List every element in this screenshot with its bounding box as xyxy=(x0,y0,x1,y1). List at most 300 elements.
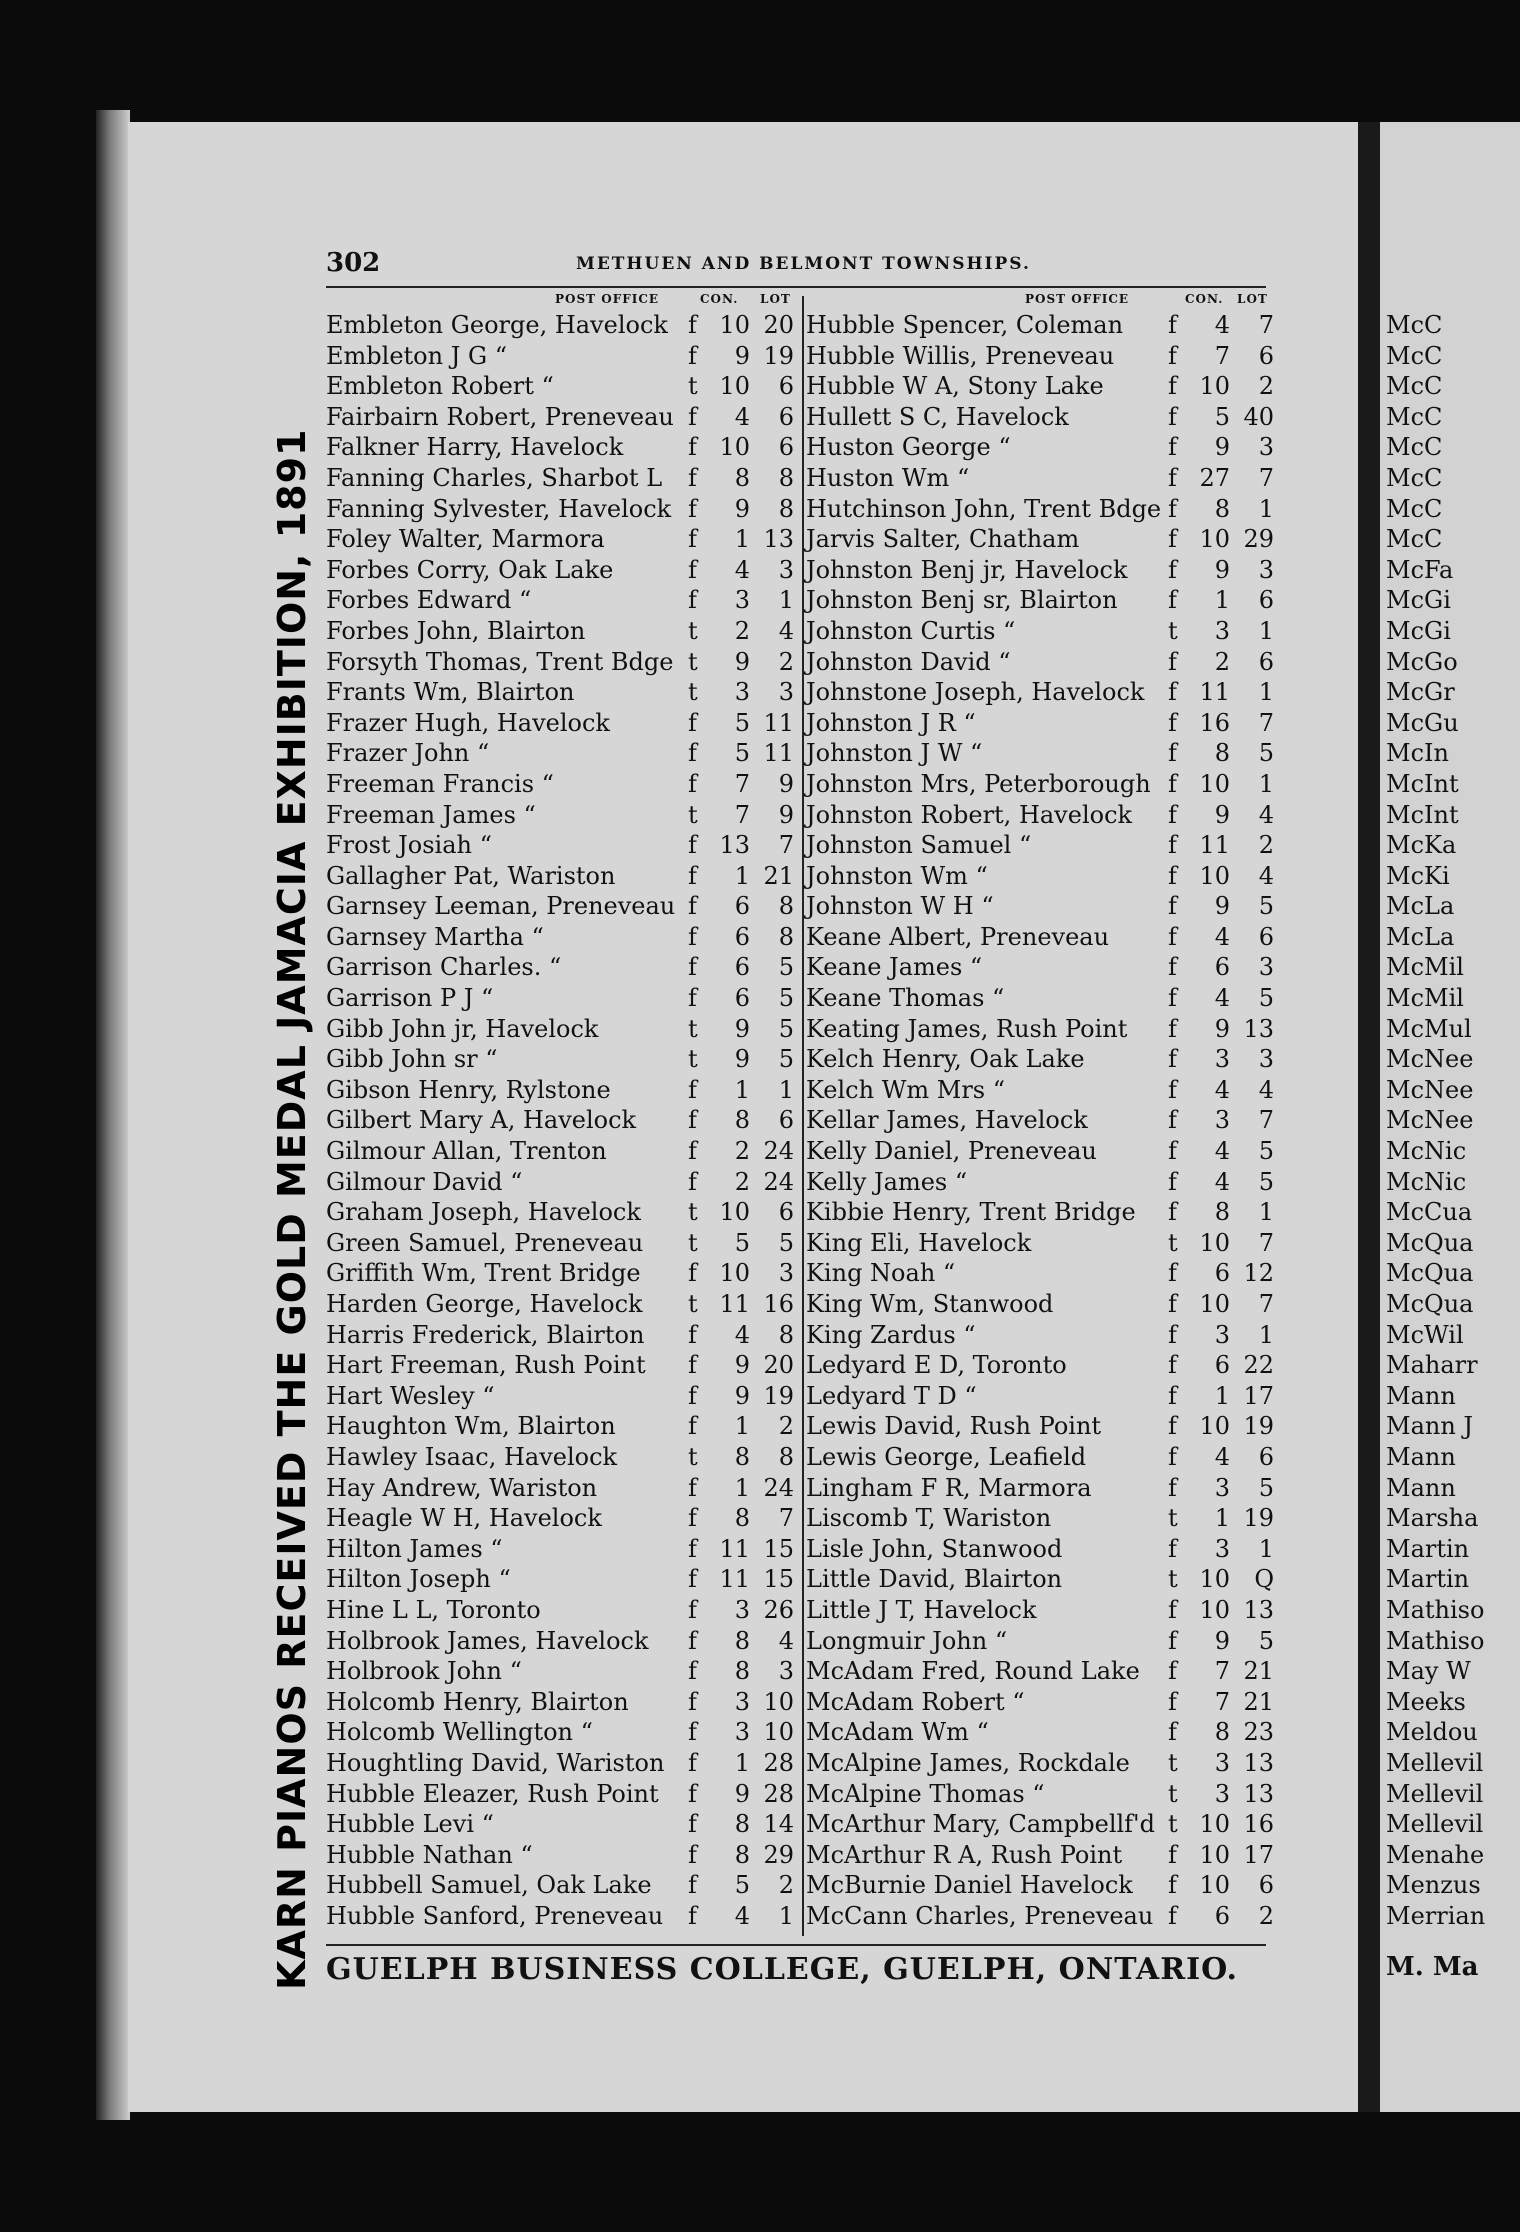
entry-lot: 6 xyxy=(1258,341,1274,370)
entry-tenure: f xyxy=(1168,1412,1177,1441)
entry-lot: 28 xyxy=(763,1779,794,1808)
directory-entry xyxy=(326,1809,796,1840)
entry-tenure: t xyxy=(688,616,698,645)
entry-name: Johnston David “ xyxy=(806,647,1011,676)
entry-name: Hart Freeman, Rush Point xyxy=(326,1351,646,1380)
entry-con: 6 xyxy=(734,922,750,951)
entry-con: 8 xyxy=(734,1840,750,1869)
entry-tenure: f xyxy=(688,1840,697,1869)
entry-name: King Noah “ xyxy=(806,1259,956,1288)
entry-con: 3 xyxy=(1214,616,1230,645)
entry-name: McBurnie Daniel Havelock xyxy=(806,1871,1133,1900)
entry-name: Hubble Willis, Preneveau xyxy=(806,341,1115,370)
directory-entry xyxy=(326,1258,796,1289)
entry-lot: 6 xyxy=(778,402,794,431)
entry-tenure: f xyxy=(1168,1137,1177,1166)
directory-entry xyxy=(326,432,796,463)
entry-lot: 4 xyxy=(1258,800,1274,829)
entry-tenure: f xyxy=(1168,1381,1177,1410)
entry-tenure: f xyxy=(1168,1657,1177,1686)
entry-lot: 7 xyxy=(1258,311,1274,339)
page-gutter xyxy=(1358,122,1380,2112)
directory-entry xyxy=(326,1473,796,1504)
entry-con: 5 xyxy=(734,739,750,768)
entry-name: Holcomb Henry, Blairton xyxy=(326,1687,629,1716)
entry-name: Harris Frederick, Blairton xyxy=(326,1320,645,1349)
entry-name: Ledyard T D “ xyxy=(806,1381,977,1410)
entry-name: McAdam Fred, Round Lake xyxy=(806,1657,1140,1686)
entry-con: 8 xyxy=(734,1657,750,1686)
entry-lot: 10 xyxy=(763,1718,794,1747)
entry-name: Kelly James “ xyxy=(806,1167,968,1196)
entry-con: 4 xyxy=(1214,984,1230,1013)
entry-lot: 4 xyxy=(1258,1075,1274,1104)
entry-name: Hilton James “ xyxy=(326,1534,503,1563)
adjacent-page-line: Mann xyxy=(1386,1473,1456,1502)
entry-name: Johnston W H “ xyxy=(806,892,994,921)
entry-name: Keane Thomas “ xyxy=(806,984,1005,1013)
entry-tenure: t xyxy=(1168,1779,1178,1808)
entry-tenure: f xyxy=(1168,1595,1177,1624)
entry-tenure: f xyxy=(1168,402,1177,431)
entry-tenure: f xyxy=(1168,341,1177,370)
entry-name: Frazer John “ xyxy=(326,739,490,768)
entry-name: Garnsey Martha “ xyxy=(326,922,544,951)
entry-con: 4 xyxy=(1214,1167,1230,1196)
entry-lot: 6 xyxy=(778,372,794,401)
adjacent-page-line: Mann xyxy=(1386,1381,1456,1410)
entry-con: 2 xyxy=(734,1167,750,1196)
adjacent-page-line: McNic xyxy=(1386,1167,1467,1196)
entry-name: King Wm, Stanwood xyxy=(806,1290,1054,1318)
entry-con: 8 xyxy=(734,463,750,492)
directory-entry xyxy=(806,463,1276,494)
directory-entry xyxy=(326,402,796,433)
entry-con: 4 xyxy=(734,1320,750,1349)
entry-lot: 4 xyxy=(778,616,794,645)
entry-con: 7 xyxy=(1214,1657,1230,1686)
entry-name: Little David, Blairton xyxy=(806,1565,1063,1594)
entry-tenure: f xyxy=(1168,1534,1177,1563)
entry-con: 1 xyxy=(734,525,750,554)
entry-con: 10 xyxy=(719,1198,750,1227)
directory-entry xyxy=(806,1105,1276,1136)
entry-name: Jarvis Salter, Chatham xyxy=(806,525,1080,554)
entry-lot: 20 xyxy=(763,1351,794,1380)
entry-name: McCann Charles, Preneveau xyxy=(806,1901,1154,1930)
directory-entry xyxy=(806,1442,1276,1473)
entry-lot: 29 xyxy=(1243,525,1274,554)
entry-lot: 6 xyxy=(1258,647,1274,676)
entry-tenure: t xyxy=(688,678,698,707)
adjacent-page-line: McKi xyxy=(1386,861,1450,890)
directory-entry xyxy=(326,1870,796,1901)
directory-entry xyxy=(326,677,796,708)
entry-lot: 11 xyxy=(763,708,794,737)
entry-con: 9 xyxy=(734,1779,750,1808)
entry-tenure: f xyxy=(688,311,697,339)
entry-con: 1 xyxy=(734,1473,750,1502)
entry-lot: 1 xyxy=(778,1075,794,1104)
entry-name: Fairbairn Robert, Preneveau xyxy=(326,402,674,431)
entry-lot: 2 xyxy=(1258,831,1274,860)
adjacent-page-line: McC xyxy=(1386,494,1443,523)
entry-lot: 1 xyxy=(1258,494,1274,523)
adjacent-page-line: McLa xyxy=(1386,922,1455,951)
directory-entry xyxy=(326,1626,796,1657)
directory-entry xyxy=(326,1075,796,1106)
directory-entry xyxy=(806,677,1276,708)
entry-name: Kellar James, Havelock xyxy=(806,1106,1088,1135)
entry-name: Kibbie Henry, Trent Bridge xyxy=(806,1198,1136,1227)
entry-name: McAdam Wm “ xyxy=(806,1718,989,1747)
entry-tenure: f xyxy=(1168,1198,1177,1227)
directory-entry xyxy=(326,1779,796,1810)
entry-name: Falkner Harry, Havelock xyxy=(326,433,624,462)
directory-entry xyxy=(326,983,796,1014)
entry-con: 5 xyxy=(734,708,750,737)
entry-con: 9 xyxy=(734,494,750,523)
entry-tenure: f xyxy=(688,1259,697,1288)
adjacent-page-line: McGu xyxy=(1386,708,1459,737)
entry-con: 3 xyxy=(734,1718,750,1747)
entry-name: Johnston Wm “ xyxy=(806,861,988,890)
directory-entry xyxy=(326,616,796,647)
entry-lot: 4 xyxy=(778,1626,794,1655)
directory-entry xyxy=(326,830,796,861)
entry-name: Lewis David, Rush Point xyxy=(806,1412,1102,1441)
entry-lot: 2 xyxy=(778,647,794,676)
entry-tenure: f xyxy=(1168,647,1177,676)
entry-name: Hart Wesley “ xyxy=(326,1381,495,1410)
entry-con: 6 xyxy=(734,892,750,921)
entry-con: 4 xyxy=(734,402,750,431)
left-column xyxy=(326,310,796,1931)
entry-name: Gilmour Allan, Trenton xyxy=(326,1137,607,1166)
directory-entry xyxy=(806,1779,1276,1810)
entry-con: 10 xyxy=(1199,1810,1230,1839)
entry-con: 6 xyxy=(1214,1259,1230,1288)
entry-lot: 5 xyxy=(778,1014,794,1043)
entry-tenure: f xyxy=(688,953,697,982)
entry-lot: 21 xyxy=(1243,1687,1274,1716)
entry-tenure: f xyxy=(688,1718,697,1747)
entry-name: Johnston J W “ xyxy=(806,739,983,768)
entry-tenure: f xyxy=(688,892,697,921)
adjacent-page-line: McGi xyxy=(1386,586,1451,615)
entry-tenure: f xyxy=(688,922,697,951)
entry-name: Forbes John, Blairton xyxy=(326,616,586,645)
entry-con: 10 xyxy=(719,311,750,339)
entry-con: 10 xyxy=(1199,1290,1230,1318)
entry-name: Lingham F R, Marmora xyxy=(806,1473,1092,1502)
directory-entry xyxy=(806,891,1276,922)
entry-lot: 13 xyxy=(1243,1014,1274,1043)
entry-tenure: f xyxy=(688,769,697,798)
entry-lot: Q xyxy=(1254,1565,1274,1594)
entry-lot: 5 xyxy=(1258,1473,1274,1502)
directory-entry xyxy=(326,494,796,525)
directory-entry xyxy=(806,952,1276,983)
adjacent-page-line: McGr xyxy=(1386,678,1455,707)
directory-entry xyxy=(806,1564,1276,1595)
directory-entry xyxy=(806,1870,1276,1901)
directory-entry xyxy=(326,738,796,769)
entry-tenure: f xyxy=(1168,708,1177,737)
entry-lot: 6 xyxy=(778,1106,794,1135)
entry-con: 10 xyxy=(1199,525,1230,554)
entry-tenure: f xyxy=(1168,1014,1177,1043)
entry-tenure: f xyxy=(688,1871,697,1900)
adjacent-page-line: Maharr xyxy=(1386,1351,1478,1380)
adjacent-page-line: McMil xyxy=(1386,984,1464,1013)
adjacent-page-line: Mathiso xyxy=(1386,1595,1485,1624)
entry-name: Johnston Robert, Havelock xyxy=(806,800,1133,829)
entry-lot: 24 xyxy=(763,1473,794,1502)
entry-lot: 12 xyxy=(1243,1259,1274,1288)
entry-lot: 17 xyxy=(1243,1840,1274,1869)
directory-entry xyxy=(806,1534,1276,1565)
entry-tenure: f xyxy=(1168,861,1177,890)
entry-tenure: f xyxy=(1168,800,1177,829)
entry-name: Johnston Benj jr, Havelock xyxy=(806,555,1128,584)
entry-tenure: f xyxy=(1168,494,1177,523)
entry-con: 1 xyxy=(734,1748,750,1777)
entry-name: Freeman Francis “ xyxy=(326,769,554,798)
entry-lot: 16 xyxy=(1243,1810,1274,1839)
entry-con: 6 xyxy=(1214,1351,1230,1380)
directory-entry xyxy=(806,1014,1276,1045)
entry-lot: 13 xyxy=(1243,1595,1274,1624)
directory-entry xyxy=(806,1656,1276,1687)
entry-lot: 1 xyxy=(1258,769,1274,798)
entry-con: 11 xyxy=(1199,678,1230,707)
directory-entry xyxy=(806,738,1276,769)
directory-entry xyxy=(806,371,1276,402)
entry-lot: 13 xyxy=(1243,1748,1274,1777)
entry-lot: 5 xyxy=(1258,1167,1274,1196)
adjacent-page-line: McKa xyxy=(1386,831,1457,860)
entry-lot: 19 xyxy=(763,1381,794,1410)
entry-lot: 1 xyxy=(778,1901,794,1930)
entry-lot: 7 xyxy=(1258,1290,1274,1318)
book-spine xyxy=(96,110,130,2120)
entry-lot: 2 xyxy=(778,1412,794,1441)
entry-tenure: f xyxy=(688,1351,697,1380)
directory-entry xyxy=(806,1809,1276,1840)
adjacent-page-line: McC xyxy=(1386,463,1443,492)
entry-con: 10 xyxy=(719,372,750,401)
entry-lot: 3 xyxy=(778,1657,794,1686)
directory-entry xyxy=(806,1197,1276,1228)
adjacent-page-line: Menahe xyxy=(1386,1840,1485,1869)
entry-name: Frants Wm, Blairton xyxy=(326,678,575,707)
entry-tenure: f xyxy=(1168,922,1177,951)
entry-name: Little J T, Havelock xyxy=(806,1595,1037,1624)
adjacent-page-line: McInt xyxy=(1386,769,1459,798)
entry-lot: 24 xyxy=(763,1137,794,1166)
entry-lot: 3 xyxy=(778,1259,794,1288)
entry-name: Johnston J R “ xyxy=(806,708,976,737)
entry-con: 10 xyxy=(1199,861,1230,890)
entry-con: 8 xyxy=(734,1626,750,1655)
entry-tenure: t xyxy=(688,1198,698,1227)
entry-tenure: f xyxy=(1168,678,1177,707)
directory-entry xyxy=(326,1687,796,1718)
entry-tenure: f xyxy=(688,1381,697,1410)
directory-entry xyxy=(806,1687,1276,1718)
entry-tenure: f xyxy=(1168,555,1177,584)
directory-entry xyxy=(806,922,1276,953)
entry-tenure: f xyxy=(1168,1473,1177,1502)
entry-name: Lisle John, Stanwood xyxy=(806,1534,1063,1563)
entry-tenure: f xyxy=(1168,1718,1177,1747)
entry-lot: 7 xyxy=(1258,708,1274,737)
entry-con: 1 xyxy=(734,1412,750,1441)
entry-name: Ledyard E D, Toronto xyxy=(806,1351,1067,1380)
entry-name: McAlpine Thomas “ xyxy=(806,1779,1045,1808)
entry-tenure: f xyxy=(688,831,697,860)
entry-lot: 5 xyxy=(1258,739,1274,768)
entry-con: 6 xyxy=(1214,953,1230,982)
entry-lot: 6 xyxy=(778,433,794,462)
entry-lot: 3 xyxy=(1258,953,1274,982)
entry-con: 3 xyxy=(734,1687,750,1716)
entry-tenure: t xyxy=(1168,1228,1178,1257)
entry-tenure: f xyxy=(1168,1259,1177,1288)
entry-con: 4 xyxy=(1214,1442,1230,1471)
entry-lot: 8 xyxy=(778,892,794,921)
adjacent-page-line: McNee xyxy=(1386,1045,1474,1074)
entry-con: 9 xyxy=(1214,555,1230,584)
entry-name: Holbrook John “ xyxy=(326,1657,522,1686)
entry-tenure: f xyxy=(688,341,697,370)
entry-name: Kelch Wm Mrs “ xyxy=(806,1075,1006,1104)
directory-entry xyxy=(806,1411,1276,1442)
adjacent-page-line: Menzus xyxy=(1386,1871,1481,1900)
entry-lot: 7 xyxy=(1258,1106,1274,1135)
entry-lot: 3 xyxy=(778,678,794,707)
directory-entry xyxy=(806,983,1276,1014)
directory-entry xyxy=(806,1320,1276,1351)
entry-tenure: f xyxy=(688,1779,697,1808)
entry-tenure: f xyxy=(688,586,697,615)
entry-tenure: f xyxy=(688,463,697,492)
entry-name: Gibb John jr, Havelock xyxy=(326,1014,599,1043)
entry-lot: 1 xyxy=(1258,616,1274,645)
entry-tenure: f xyxy=(688,1810,697,1839)
directory-entry xyxy=(806,1748,1276,1779)
entry-con: 9 xyxy=(734,647,750,676)
entry-name: Johnston Benj sr, Blairton xyxy=(806,586,1118,615)
entry-tenure: f xyxy=(1168,1901,1177,1930)
entry-tenure: f xyxy=(1168,463,1177,492)
entry-con: 4 xyxy=(1214,1137,1230,1166)
directory-entry xyxy=(806,647,1276,678)
entry-name: Keane James “ xyxy=(806,953,983,982)
entry-tenure: t xyxy=(1168,1565,1178,1594)
entry-name: Huston George “ xyxy=(806,433,1011,462)
adjacent-page-line: McWil xyxy=(1386,1320,1464,1349)
directory-entry xyxy=(326,861,796,892)
entry-lot: 1 xyxy=(1258,1534,1274,1563)
page-header xyxy=(326,248,1266,278)
entry-con: 9 xyxy=(734,341,750,370)
entry-name: Huston Wm “ xyxy=(806,463,970,492)
adjacent-page-line: Mann xyxy=(1386,1442,1456,1471)
entry-name: Gibb John sr “ xyxy=(326,1045,498,1074)
entry-lot: 7 xyxy=(1258,1228,1274,1257)
adjacent-page-line: Mann J xyxy=(1386,1412,1474,1441)
adjacent-page-line: McQua xyxy=(1386,1228,1474,1257)
entry-tenure: f xyxy=(688,525,697,554)
adjacent-page-line: McLa xyxy=(1386,892,1455,921)
entry-name: Heagle W H, Havelock xyxy=(326,1504,602,1533)
directory-entry xyxy=(326,1656,796,1687)
directory-entry xyxy=(326,555,796,586)
directory-entry xyxy=(326,1717,796,1748)
directory-entry xyxy=(806,800,1276,831)
entry-con: 9 xyxy=(734,1045,750,1074)
directory-entry xyxy=(806,1044,1276,1075)
directory-entry xyxy=(326,1136,796,1167)
directory-entry xyxy=(806,585,1276,616)
entry-name: Forsyth Thomas, Trent Bdge xyxy=(326,647,674,676)
directory-entry xyxy=(326,524,796,555)
entry-con: 4 xyxy=(1214,311,1230,339)
adjacent-page-line: McC xyxy=(1386,311,1443,339)
entry-tenure: f xyxy=(688,1137,697,1166)
entry-con: 3 xyxy=(1214,1045,1230,1074)
adjacent-page-line: McC xyxy=(1386,372,1443,401)
entry-name: Johnston Curtis “ xyxy=(806,616,1016,645)
entry-con: 2 xyxy=(734,616,750,645)
entry-con: 6 xyxy=(1214,1901,1230,1930)
entry-lot: 15 xyxy=(763,1534,794,1563)
entry-lot: 1 xyxy=(1258,1198,1274,1227)
entry-tenure: f xyxy=(688,861,697,890)
entry-tenure: f xyxy=(688,433,697,462)
entry-lot: 22 xyxy=(1243,1351,1274,1380)
entry-lot: 5 xyxy=(778,984,794,1013)
entry-con: 7 xyxy=(1214,341,1230,370)
entry-name: McAlpine James, Rockdale xyxy=(806,1748,1130,1777)
adjacent-page-line: McC xyxy=(1386,433,1443,462)
entry-tenure: f xyxy=(1168,1167,1177,1196)
entry-name: Liscomb T, Wariston xyxy=(806,1504,1052,1533)
entry-tenure: f xyxy=(688,402,697,431)
entry-con: 11 xyxy=(719,1290,750,1318)
entry-tenure: t xyxy=(688,800,698,829)
entry-con: 11 xyxy=(1199,831,1230,860)
entry-con: 1 xyxy=(1214,586,1230,615)
entry-lot: 8 xyxy=(778,1320,794,1349)
entry-tenure: f xyxy=(1168,831,1177,860)
entry-lot: 40 xyxy=(1243,402,1274,431)
directory-entry xyxy=(326,1534,796,1565)
directory-entry xyxy=(806,555,1276,586)
entry-name: Hubble Spencer, Coleman xyxy=(806,311,1124,339)
entry-lot: 5 xyxy=(1258,892,1274,921)
entry-con: 2 xyxy=(734,1137,750,1166)
entry-con: 9 xyxy=(734,1351,750,1380)
entry-con: 10 xyxy=(1199,1565,1230,1594)
entry-name: Johnstone Joseph, Havelock xyxy=(806,678,1145,707)
entry-name: Hubbell Samuel, Oak Lake xyxy=(326,1871,652,1900)
directory-entry xyxy=(326,1381,796,1412)
adjacent-page-line: McIn xyxy=(1386,739,1449,768)
directory-entry xyxy=(806,769,1276,800)
